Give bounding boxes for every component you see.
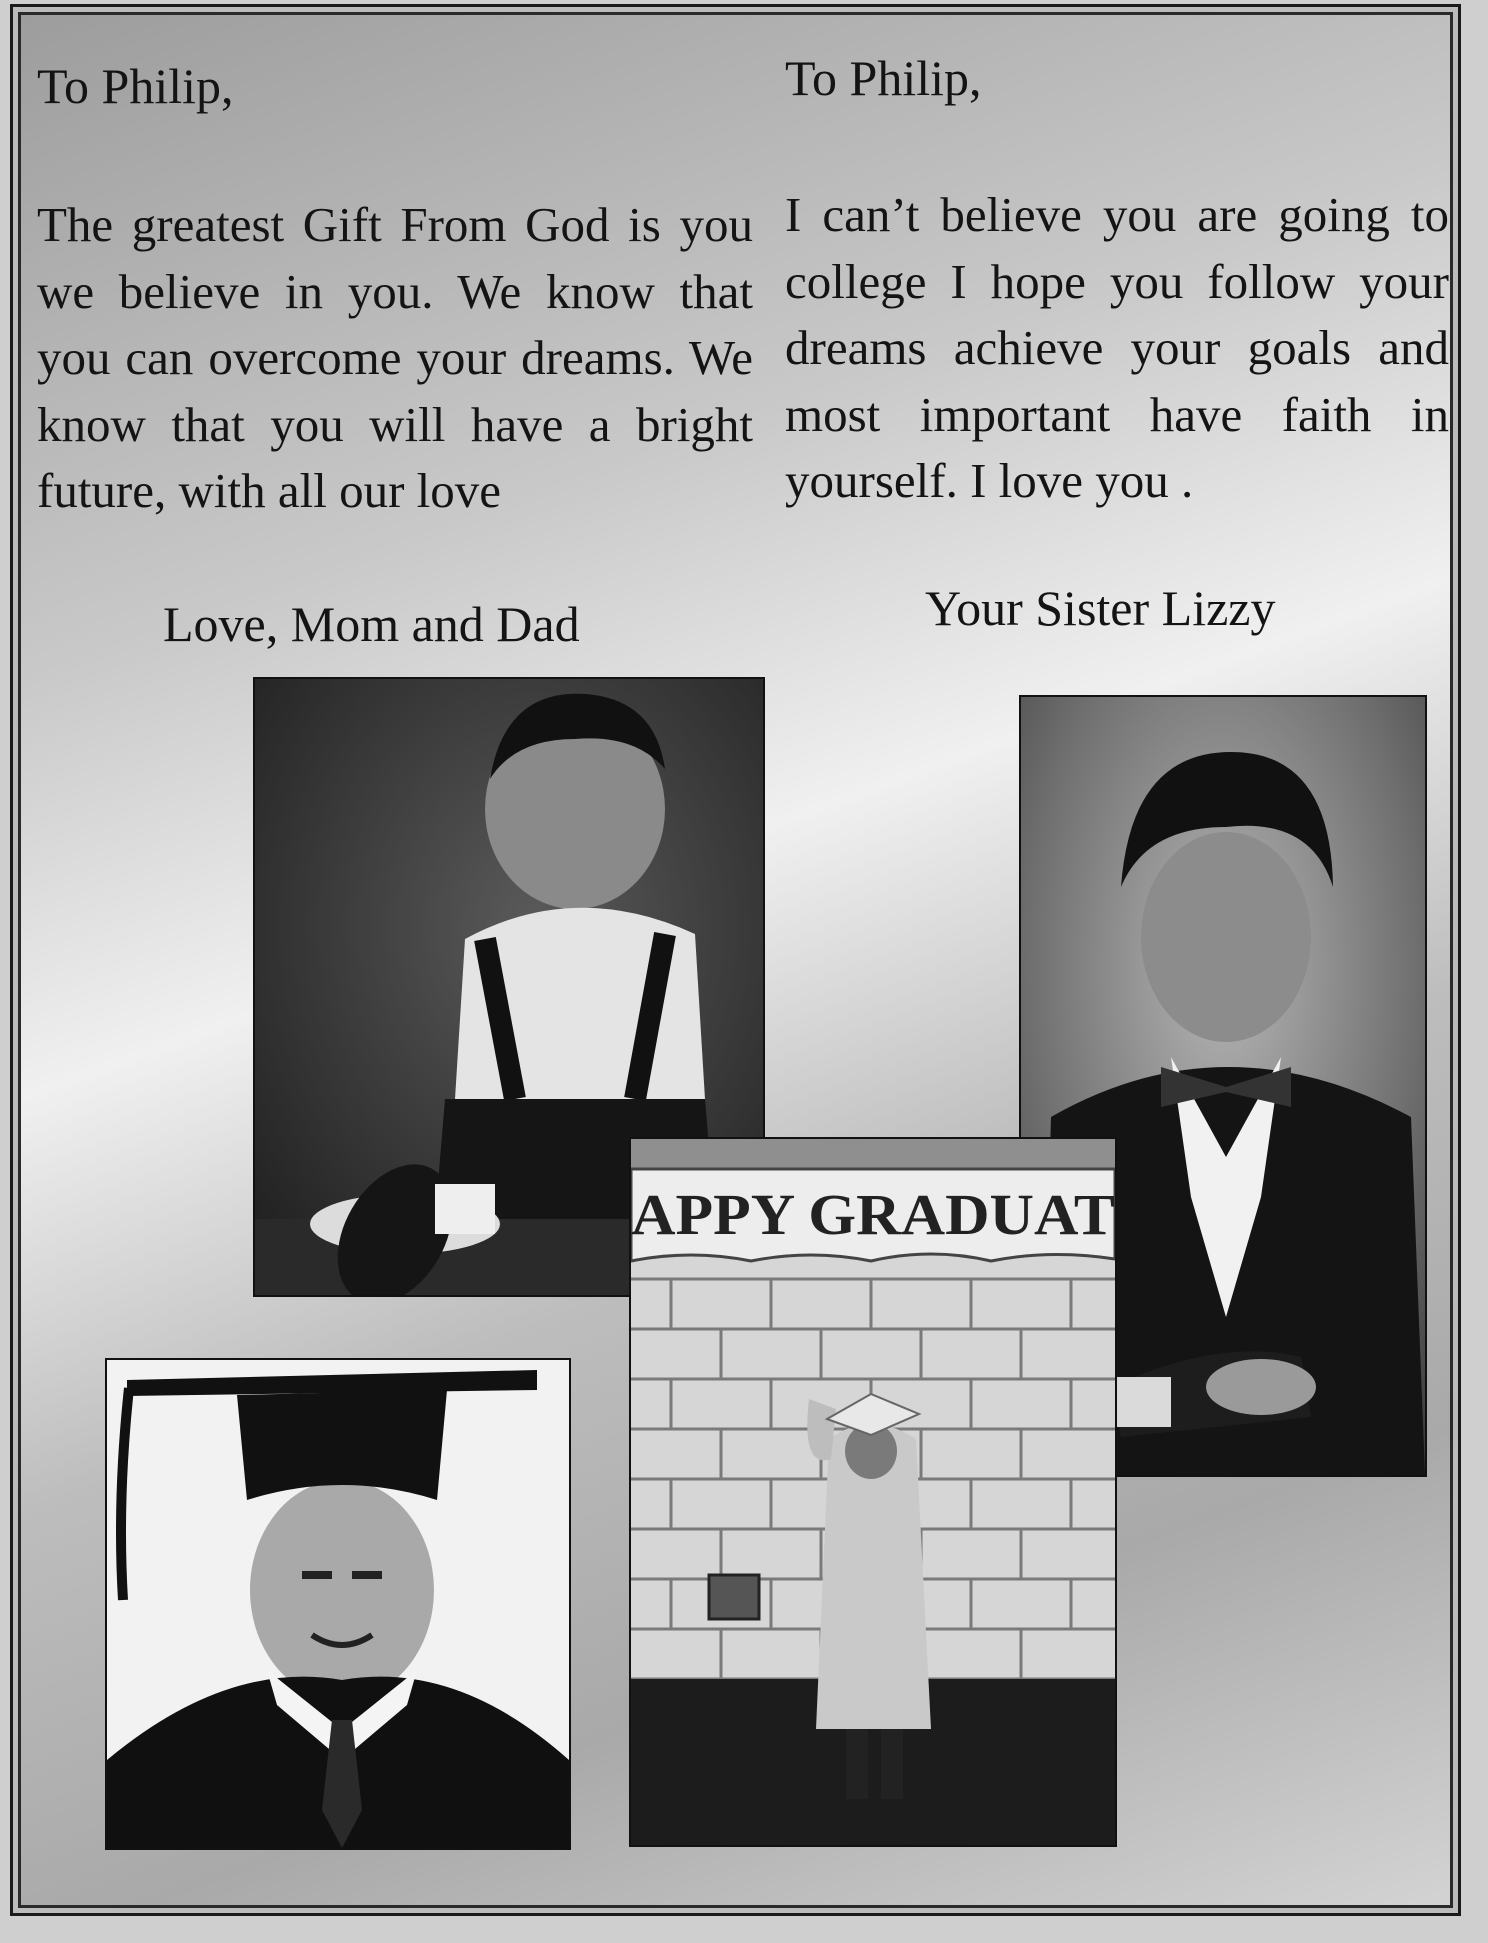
right-greeting: To Philip,	[785, 50, 982, 106]
memory-page	[10, 4, 1461, 1916]
right-signature: Your Sister Lizzy	[925, 580, 1276, 636]
left-signature: Love, Mom and Dad	[163, 596, 580, 652]
left-message: The greatest Gift From God is you we believe in you. We know that you can overcome your dreams. We know that you will have a bright future, with all our love	[37, 197, 753, 518]
kindergarten-graduation-photo	[629, 1137, 1117, 1847]
graduation-banner: APPY GRADUAT	[631, 1182, 1115, 1247]
right-message: I can’t believe you are going to college I hope you follow your dreams achieve your goals and most important have faith in yourself. I love you .	[785, 187, 1449, 508]
left-greeting: To Philip,	[37, 58, 234, 114]
graduation-cap-portrait-photo	[105, 1358, 571, 1850]
